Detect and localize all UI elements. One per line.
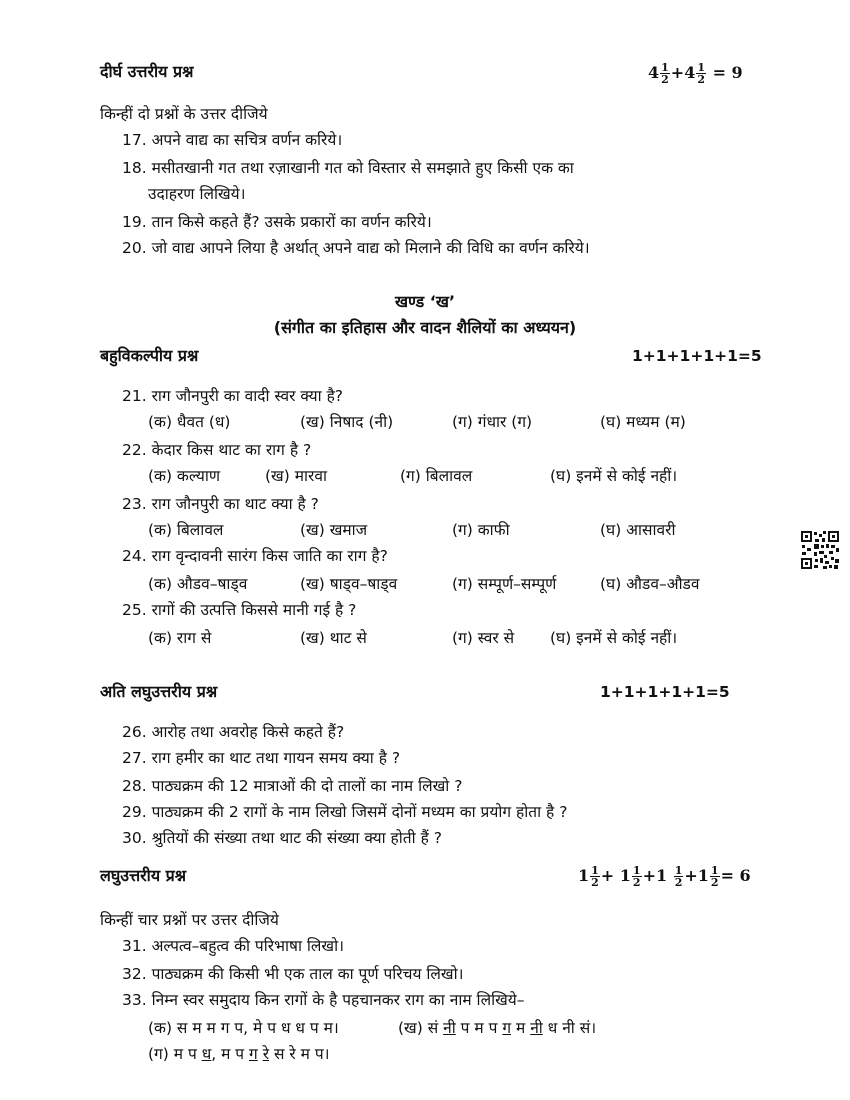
q22-option-a: (क) कल्याण — [148, 467, 221, 485]
q33-part-c: (ग) म प ध, म प ग रे स रे म प। — [148, 1045, 330, 1063]
question-18-cont: उदाहरण लिखिये। — [148, 185, 246, 203]
q21-option-b: (ख) निषाद (नी) — [300, 413, 394, 431]
instruction-long: किन्हीं दो प्रश्नों के उत्तर दीजिये — [100, 105, 268, 123]
section-title-long: दीर्घ उत्तरीय प्रश्न — [100, 62, 194, 81]
section-title-short: लघुउत्तरीय प्रश्न — [100, 866, 187, 885]
qr-code-icon — [800, 530, 840, 570]
question-27: 27. राग हमीर का थाट तथा गायन समय क्या है ? — [122, 749, 401, 767]
question-24: 24. राग वृन्दावनी सारंग किस जाति का राग है? — [122, 547, 388, 565]
section-marks-mcq: 1+1+1+1+1=5 — [632, 347, 762, 365]
marks-plus: + — [670, 63, 685, 82]
q22-option-d: (घ) इनमें से कोई नहीं। — [550, 467, 678, 485]
q24-option-b: (ख) षाड्व–षाड्व — [300, 575, 398, 593]
q23-option-c: (ग) काफी — [452, 521, 510, 539]
section-marks-long — [648, 62, 743, 85]
marks-whole-2: 4 — [684, 63, 696, 82]
q25-option-b: (ख) थाट से — [300, 629, 367, 647]
question-32: 32. पाठ्यक्रम की किसी भी एक ताल का पूर्ण परिचय लिखो। — [122, 965, 464, 983]
question-29: 29. पाठ्यक्रम की 2 रागों के नाम लिखो जिसमें दोनों मध्यम का प्रयोग होता है ? — [122, 803, 568, 821]
q24-option-c: (ग) सम्पूर्ण–सम्पूर्ण — [452, 575, 557, 593]
q23-option-a: (क) बिलावल — [148, 521, 224, 539]
q23-option-b: (ख) खमाज — [300, 521, 368, 539]
question-25: 25. रागों की उत्पत्ति किससे मानी गई है ? — [122, 601, 357, 619]
q33-part-a: (क) स म म ग प, मे प ध ध प म। — [148, 1019, 339, 1037]
marks-fraction: $\frac{1}{2}$ — [661, 61, 669, 86]
part-b-subtitle: (संगीत का इतिहास और वादन शैलियों का अध्ययन) — [273, 318, 577, 337]
q22-option-b: (ख) मारवा — [265, 467, 327, 485]
section-title-mcq: बहुविकल्पीय प्रश्न — [100, 346, 199, 365]
instruction-short: किन्हीं चार प्रश्नों पर उत्तर दीजिये — [100, 911, 279, 929]
marks-fraction-2: $\frac{1}{2}$ — [697, 61, 705, 86]
section-marks-short: 1 $\frac{1}{2}$ + 1 $\frac{1}{2}$ +1 $\frac{1}{2}$ +1 $\frac{1}{2}$ = 6 — [578, 864, 751, 889]
q21-option-a: (क) धैवत (ध) — [148, 413, 231, 431]
question-22: 22. केदार किस थाट का राग है ? — [122, 441, 312, 459]
question-28: 28. पाठ्यक्रम की 12 मात्राओं की दो तालों का नाम लिखो ? — [122, 777, 463, 795]
question-21: 21. राग जौनपुरी का वादी स्वर क्या है? — [122, 387, 344, 405]
section-title-very-short: अति लघुउत्तरीय प्रश्न — [100, 682, 218, 701]
question-26: 26. आरोह तथा अवरोह किसे कहते हैं? — [122, 723, 345, 741]
part-b-title: खण्ड ‘ख’ — [394, 292, 456, 311]
marks-whole: 4 — [648, 63, 660, 82]
question-17: 17. अपने वाद्य का सचित्र वर्णन करिये। — [122, 131, 343, 149]
q25-option-c: (ग) स्वर से — [452, 629, 515, 647]
q25-option-d: (घ) इनमें से कोई नहीं। — [550, 629, 678, 647]
q23-option-d: (घ) आसावरी — [600, 521, 676, 539]
question-31: 31. अल्पत्व–बहुत्व की परिभाषा लिखो। — [122, 937, 344, 955]
question-33: 33. निम्न स्वर समुदाय किन रागों के है पहचानकर राग का नाम लिखिये– — [122, 991, 525, 1009]
question-23: 23. राग जौनपुरी का थाट क्या है ? — [122, 495, 319, 513]
question-30: 30. श्रुतियों की संख्या तथा थाट की संख्या क्या होती हैं ? — [122, 829, 442, 847]
question-18: 18. मसीतखानी गत तथा रज़ाखानी गत को विस्तार से समझाते हुए किसी एक का — [122, 159, 574, 177]
q21-option-c: (ग) गंधार (ग) — [452, 413, 533, 431]
question-19: 19. तान किसे कहते हैं? उसके प्रकारों का वर्णन करिये। — [122, 213, 432, 231]
section-marks-very-short: 1+1+1+1+1=5 — [600, 683, 730, 701]
question-20: 20. जो वाद्य आपने लिया है अर्थात् अपने वाद्य को मिलाने की विधि का वर्णन करिये। — [122, 239, 590, 257]
q33-part-b: (ख) सं नी प म प ग म नी ध नी सं। — [398, 1019, 597, 1037]
marks-total: = 9 — [712, 63, 743, 82]
q21-option-d: (घ) मध्यम (म) — [600, 413, 686, 431]
q22-option-c: (ग) बिलावल — [400, 467, 473, 485]
q24-option-d: (घ) औडव–औडव — [600, 575, 700, 593]
q25-option-a: (क) राग से — [148, 629, 212, 647]
q24-option-a: (क) औडव–षाड्व — [148, 575, 248, 593]
